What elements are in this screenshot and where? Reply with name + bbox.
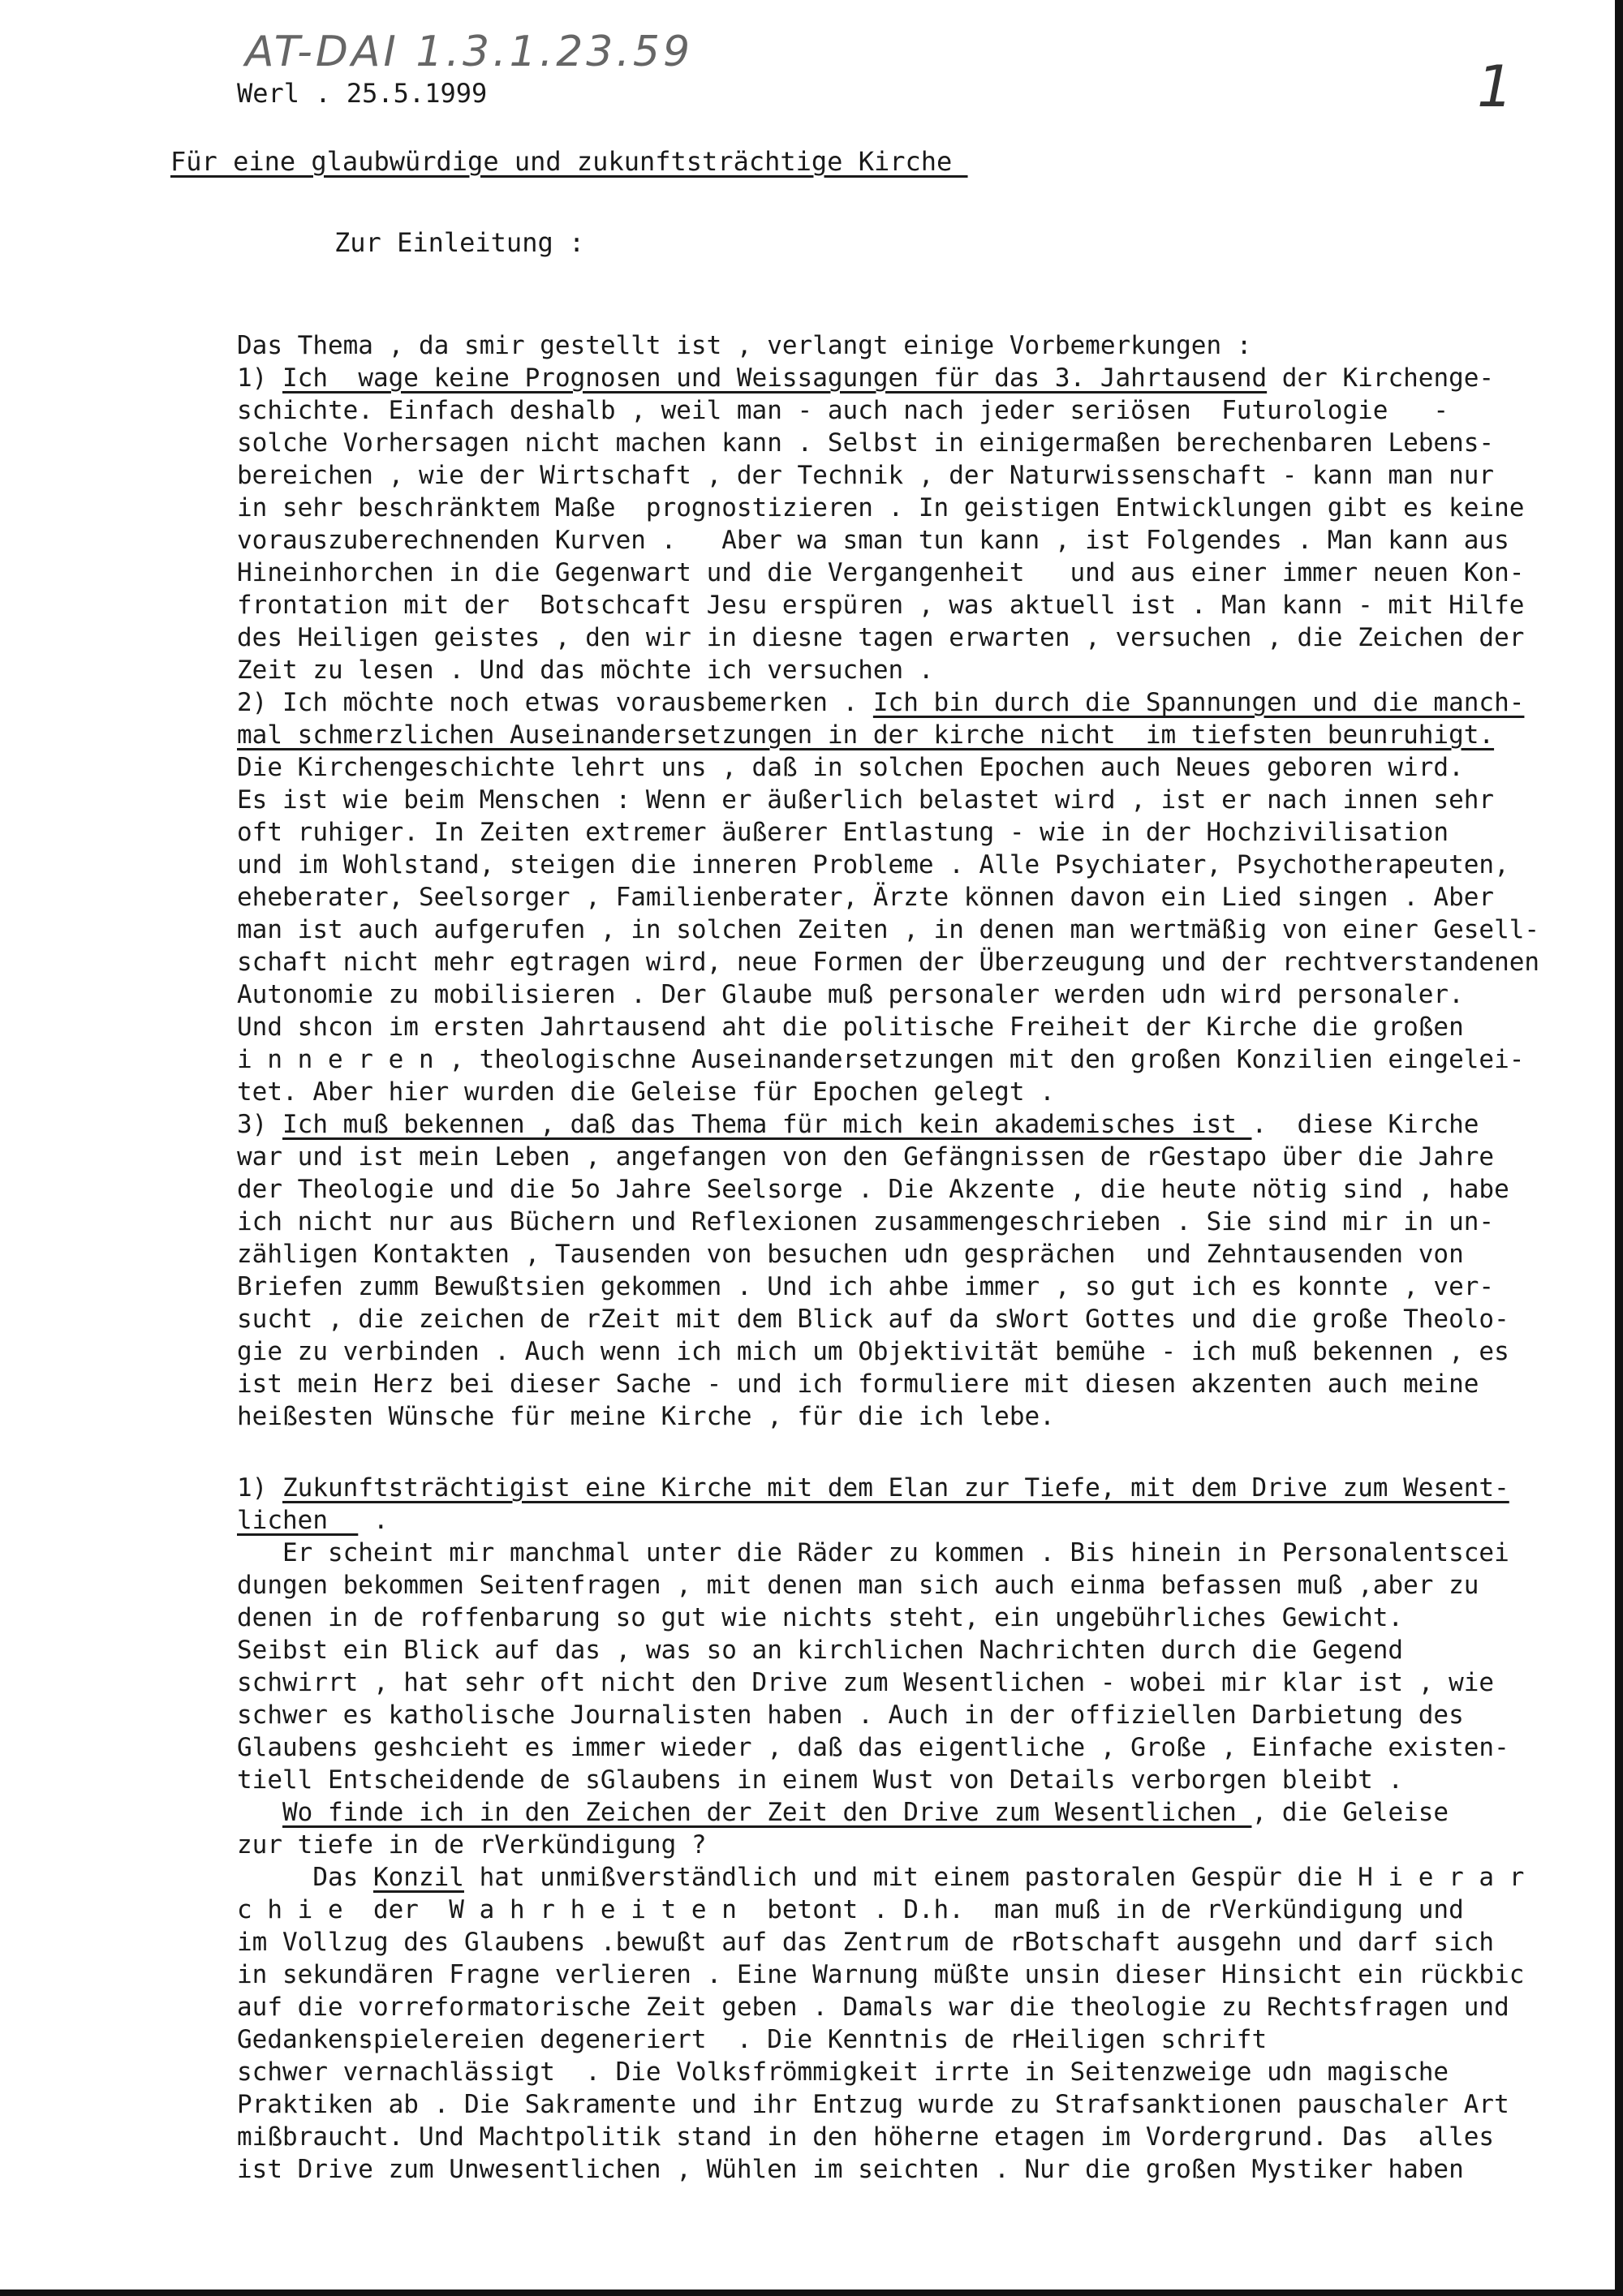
line-text: vorauszuberechnenden Kurven . Aber wa sman tun kann , ist Folgendes . Man kann aus (237, 526, 1509, 555)
underlined-text: Wo finde ich in den Zeichen der Zeit den Drive zum Wesentlichen (282, 1798, 1252, 1827)
line-text: im Vollzug des Glaubens .bewußt auf das Zentrum de rBotschaft ausgehn und darf sich (237, 1928, 1495, 1957)
underlined-text: Ich bin durch die Spannungen und die manch- (872, 688, 1525, 717)
text-line (237, 1400, 1568, 1433)
line-text: eheberater, Seelsorger , Familienberater, Ärzte können davon ein Lied singen . Aber (237, 883, 1495, 912)
line-text: Hineinhorchen in die Gegenwart und die Vergangenheit und aus einer immer neuen Kon- (237, 558, 1525, 587)
text-line (237, 719, 1568, 751)
text-line (237, 1731, 1568, 1764)
text-line (237, 1602, 1568, 1634)
dateline: Werl . 25.5.1999 (237, 78, 488, 109)
line-text: Briefen zumm Bewußtsien gekommen . Und ich ahbe immer , so gut ich es konnte , ver- (237, 1272, 1495, 1301)
text-line (237, 1472, 1568, 1504)
text-line (237, 1141, 1568, 1173)
body-text (237, 329, 1568, 2186)
text-line (237, 914, 1568, 946)
text-line (237, 1108, 1568, 1141)
line-text: bereichen , wie der Wirtschaft , der Technik , der Naturwissenschaft - kann man nur (237, 461, 1495, 490)
line-text: 1) (237, 1473, 282, 1503)
text-line (237, 329, 1568, 362)
text-line (237, 621, 1568, 654)
text-line (237, 784, 1568, 816)
line-text (237, 1798, 282, 1827)
text-line (237, 978, 1568, 1011)
line-text: und im Wohlstand, steigen die inneren Probleme . Alle Psychiater, Psychotherapeuten, (237, 850, 1509, 879)
text-line (237, 394, 1568, 427)
archive-stamp: AT-DAI 1.3.1.23.59 (245, 28, 694, 76)
line-text: schichte. Einfach deshalb , weil man - auch nach jeder seriösen Futurologie - (237, 396, 1449, 425)
text-line (237, 1926, 1568, 1958)
paragraph-gap (237, 1433, 1568, 1472)
text-line (237, 1173, 1568, 1206)
text-line (237, 1699, 1568, 1731)
line-text: ist Drive zum Unwesentlichen , Wühlen im seichten . Nur die großen Mystiker haben (237, 2155, 1464, 2184)
line-text: frontation mit der Botschcaft Jesu erspüren , was aktuell ist . Man kann - mit Hilfe (237, 591, 1525, 620)
underlined-text: lichen (237, 1506, 359, 1535)
text-line (237, 557, 1568, 589)
text-line (237, 492, 1568, 524)
line-text: ich nicht nur aus Büchern und Reflexionen zusammengeschrieben . Sie sind mir in un- (237, 1207, 1495, 1236)
line-text: der Theologie und die 5o Jahre Seelsorge . Die Akzente , die heute nötig sind , habe (237, 1175, 1509, 1204)
line-text: heißesten Wünsche für meine Kirche , für die ich lebe. (237, 1402, 1055, 1431)
line-text: Er scheint mir manchmal unter die Räder zu kommen . Bis hinein in Personalentscei (237, 1538, 1509, 1567)
text-line (237, 2153, 1568, 2186)
line-text: tiell Entscheidende de sGlaubens in einem Wust von Details verborgen bleibt . (237, 1765, 1404, 1795)
page-number: 1 (1477, 54, 1517, 120)
line-text: c h i e der W a h r h e i t e n betont . D.h. man muß in de rVerkündigung und (237, 1895, 1464, 1924)
text-line (237, 686, 1568, 719)
line-text: 1) (237, 363, 282, 393)
text-line (237, 1368, 1568, 1400)
line-text: Es ist wie beim Menschen : Wenn er äußerlich belastet wird , ist er nach innen sehr (237, 785, 1495, 815)
line-text: . (358, 1506, 389, 1535)
line-text: der Kirchenge- (1267, 363, 1495, 393)
text-line (237, 1271, 1568, 1303)
line-text: mißbraucht. Und Machtpolitik stand in den höherne etagen im Vordergrund. Das alles (237, 2122, 1495, 2152)
line-text: . diese Kirche (1251, 1110, 1479, 1139)
line-text: solche Vorhersagen nicht machen kann . Selbst in einigermaßen berechenbaren Lebens- (237, 428, 1495, 458)
text-line (237, 751, 1568, 784)
text-line (237, 1666, 1568, 1699)
text-line (237, 459, 1568, 492)
text-line (237, 946, 1568, 978)
line-text: Das (237, 1863, 373, 1892)
text-line (237, 1335, 1568, 1368)
text-line (237, 2088, 1568, 2121)
line-text: schwirrt , hat sehr oft nicht den Drive zum Wesentlichen - wobei mir klar ist , wie (237, 1668, 1495, 1697)
text-line (237, 2056, 1568, 2088)
line-text: hat unmißverständlich und mit einem pastoralen Gespür die H i e r a r (463, 1863, 1525, 1892)
underlined-text: Ich wage keine Prognosen und Weissagungen für das 3. Jahrtausend (282, 363, 1268, 393)
line-text: Praktiken ab . Die Sakramente und ihr Entzug wurde zu Strafsanktionen pauschaler Art (237, 2090, 1509, 2119)
line-text: ist mein Herz bei dieser Sache - und ich formuliere mit diesen akzenten auch meine (237, 1369, 1479, 1399)
text-line (237, 1504, 1568, 1537)
line-text: man ist auch aufgerufen , in solchen Zeiten , in denen man wertmäßig von einer Gesell- (237, 915, 1540, 944)
line-text: war und ist mein Leben , angefangen von den Gefängnissen de rGestapo über die Jahre (237, 1142, 1495, 1172)
text-line (237, 1011, 1568, 1043)
underlined-text: mal schmerzlichen Auseinandersetzungen in der kirche nicht im tiefsten beunruhigt. (237, 720, 1495, 750)
text-line (237, 1076, 1568, 1108)
line-text: i n n e r e n , theologischne Auseinandersetzungen mit den großen Konzilien eingelei- (237, 1045, 1525, 1074)
line-text: schwer vernachlässigt . Die Volksfrömmigkeit irrte in Seitenzweige udn magische (237, 2057, 1449, 2087)
line-text: Und shcon im ersten Jahrtausend aht die politische Freiheit der Kirche die großen (237, 1013, 1464, 1042)
line-text: oft ruhiger. In Zeiten extremer äußerer Entlastung - wie in der Hochzivilisation (237, 818, 1449, 847)
line-text: in sehr beschränktem Maße prognostizieren . In geistigen Entwicklungen gibt es keine (237, 493, 1525, 522)
text-line (237, 362, 1568, 394)
line-text: zähligen Kontakten , Tausenden von besuchen udn gesprächen und Zehntausenden von (237, 1240, 1464, 1269)
line-text: tet. Aber hier wurden die Geleise für Epochen gelegt . (237, 1077, 1055, 1107)
text-line (237, 654, 1568, 686)
underlined-text: Konzil (372, 1863, 464, 1892)
text-line (237, 1829, 1568, 1861)
line-text: Das Thema , da smir gestellt ist , verlangt einige Vorbemerkungen : (237, 331, 1252, 360)
text-line (237, 1958, 1568, 1991)
line-text: zur tiefe in de rVerkündigung ? (237, 1830, 707, 1860)
line-text: in sekundären Fragne verlieren . Eine Warnung müßte unsin dieser Hinsicht ein rückbic (237, 1960, 1525, 1989)
line-text: Seibst ein Blick auf das , was so an kirchlichen Nachrichten durch die Gegend (237, 1636, 1404, 1665)
line-text: dungen bekommen Seitenfragen , mit denen man sich auch einma befassen muß ,aber zu (237, 1571, 1479, 1600)
text-line (237, 1303, 1568, 1335)
text-line (237, 816, 1568, 849)
line-text: 3) (237, 1110, 282, 1139)
document-title: Für eine glaubwürdige und zukunftsträchtige Kirche (170, 146, 968, 177)
underlined-text: Zukunftsträchtigist eine Kirche mit dem Elan zur Tiefe, mit dem Drive zum Wesent- (282, 1473, 1509, 1503)
underlined-text: Ich muß bekennen , daß das Thema für mich kein akademisches ist (282, 1110, 1252, 1139)
line-text: , die Geleise (1251, 1798, 1449, 1827)
text-line (237, 1238, 1568, 1271)
text-line (237, 1894, 1568, 1926)
text-line (237, 1796, 1568, 1829)
line-text: des Heiligen geistes , den wir in diesne tagen erwarten , versuchen , die Zeichen der (237, 623, 1525, 652)
line-text: Zeit zu lesen . Und das möchte ich versuchen . (237, 656, 934, 685)
line-text: denen in de roffenbarung so gut wie nichts steht, ein ungebührliches Gewicht. (237, 1603, 1404, 1632)
line-text: 2) Ich möchte noch etwas vorausbemerken . (237, 688, 873, 717)
line-text: sucht , die zeichen de rZeit mit dem Blick auf da sWort Gottes und die große Theolo- (237, 1305, 1509, 1334)
text-line (237, 849, 1568, 881)
line-text: Gedankenspielereien degeneriert . Die Kenntnis de rHeiligen schrift (237, 2025, 1268, 2054)
text-line (237, 1569, 1568, 1602)
text-line (237, 1206, 1568, 1238)
text-line (237, 1043, 1568, 1076)
line-text: Glaubens geshcieht es immer wieder , daß das eigentliche , Große , Einfache existen- (237, 1733, 1509, 1762)
text-line (237, 589, 1568, 621)
text-line (237, 524, 1568, 557)
line-text: gie zu verbinden . Auch wenn ich mich um Objektivität bemühe - ich muß bekennen , es (237, 1337, 1509, 1366)
text-line (237, 2023, 1568, 2056)
line-text: auf die vorreformatorische Zeit geben . Damals war die theologie zu Rechtsfragen und (237, 1993, 1509, 2022)
text-line (237, 427, 1568, 459)
line-text: schaft nicht mehr egtragen wird, neue Formen der Überzeugung und der rechtverstandenen (237, 948, 1540, 977)
text-line (237, 1764, 1568, 1796)
line-text: Autonomie zu mobilisieren . Der Glaube muß personaler werden udn wird personaler. (237, 980, 1464, 1009)
text-line (237, 2121, 1568, 2153)
text-line (237, 1537, 1568, 1569)
text-line (237, 1991, 1568, 2023)
text-line (237, 881, 1568, 914)
line-text: Die Kirchengeschichte lehrt uns , daß in solchen Epochen auch Neues geboren wird. (237, 753, 1464, 782)
text-line (237, 1634, 1568, 1666)
intro-heading: Zur Einleitung : (334, 227, 585, 258)
text-line (237, 1861, 1568, 1894)
line-text: schwer es katholische Journalisten haben . Auch in der offiziellen Darbietung des (237, 1701, 1464, 1730)
